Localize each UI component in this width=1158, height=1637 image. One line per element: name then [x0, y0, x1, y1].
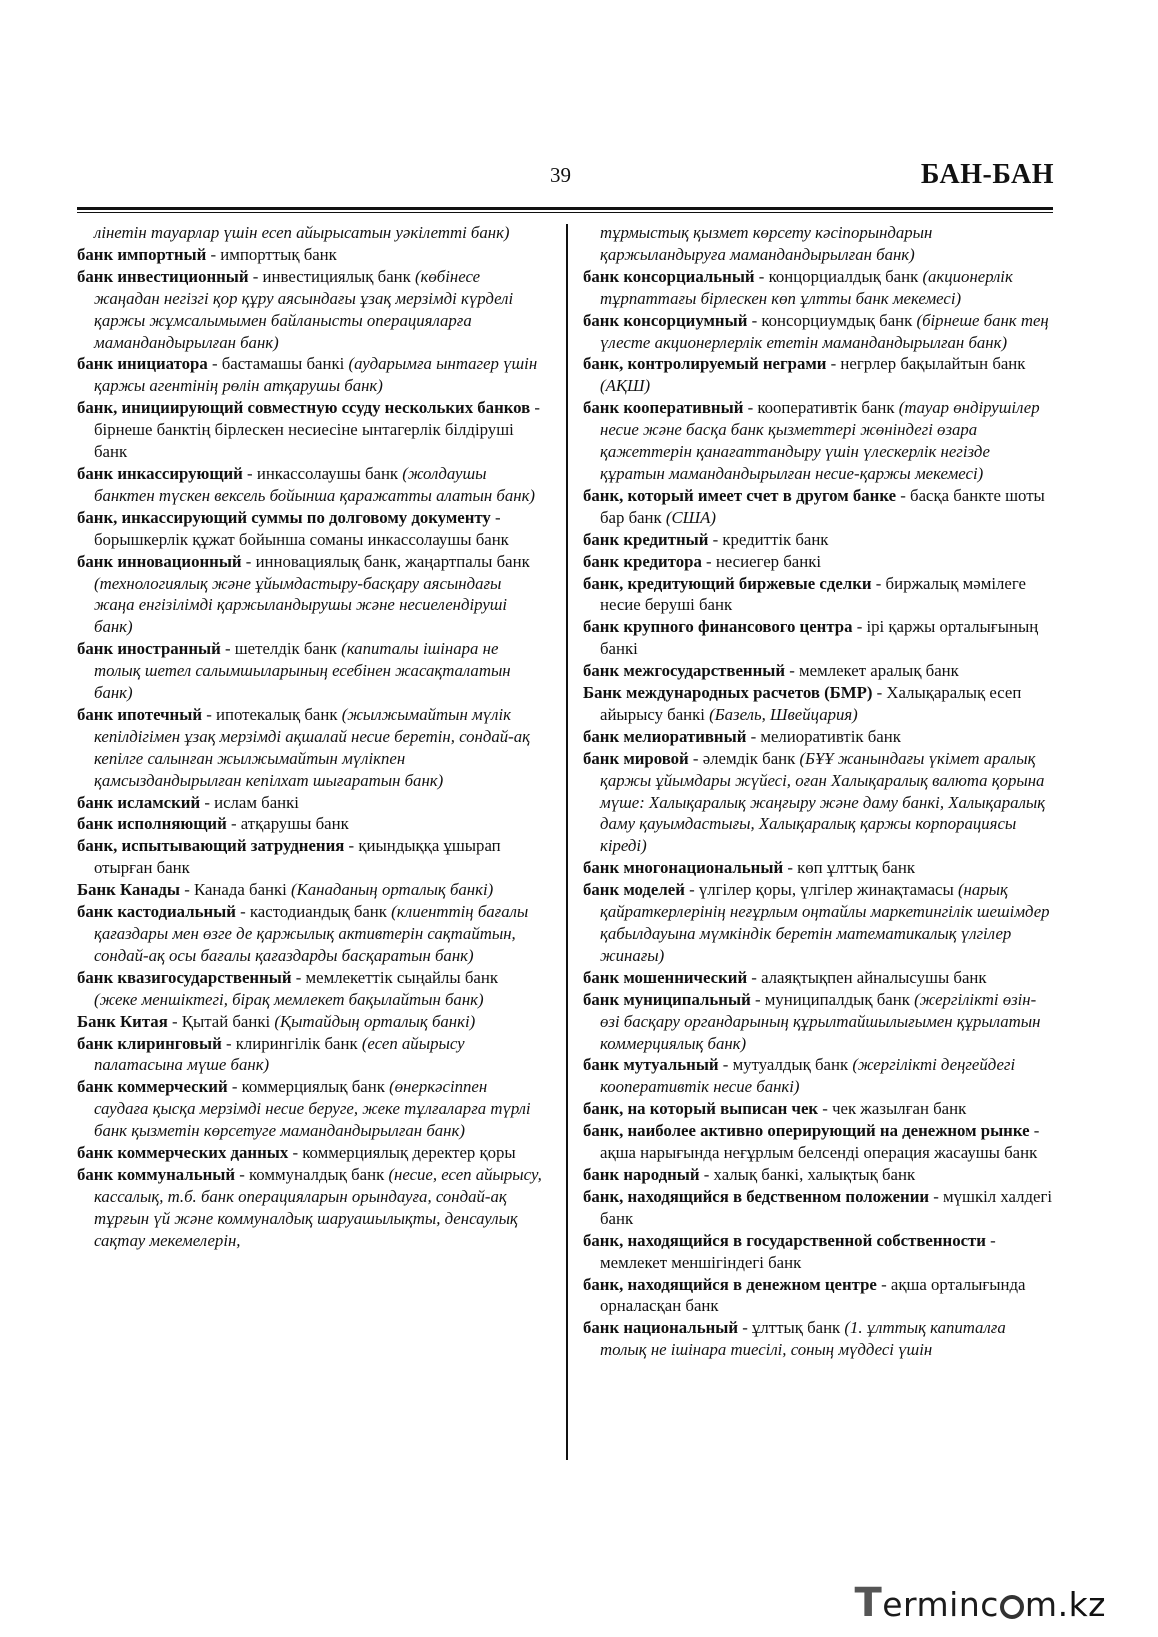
- entry-explanation: тұрмыстық қызмет көрсету кәсіпорындарын қаржыландыруға мамандандырылған банк): [600, 223, 933, 264]
- dictionary-entry: [583, 682, 1053, 726]
- entry-translation: - ұлттық банк: [738, 1318, 845, 1338]
- left-column: [77, 222, 545, 1252]
- dictionary-entry: [77, 266, 545, 354]
- entry-headword: банк, инициирующий совместную ссуду нескольких банков: [77, 398, 531, 418]
- entry-headword: банк народный: [583, 1164, 700, 1184]
- logo-o-icon: [1000, 1595, 1024, 1619]
- header-rule-thin: [77, 212, 1053, 213]
- dictionary-entry: [77, 463, 545, 507]
- dictionary-entry: [77, 1011, 545, 1033]
- dictionary-entry: [77, 813, 545, 835]
- entry-headword: банк кредитора: [583, 551, 702, 571]
- entry-explanation: (бірнеше банк тең үлесте акционерлерлік ететін мамандандырылған банк): [600, 310, 1049, 352]
- dictionary-entry: [77, 879, 545, 901]
- entry-headword: банк мелиоративный: [583, 726, 747, 746]
- entry-headword: банк крупного финансового центра: [583, 617, 853, 637]
- entry-translation: - мелиоративтік банк: [746, 726, 901, 746]
- entry-translation: - инвестициялық банк: [248, 266, 415, 286]
- dictionary-entry: [583, 551, 1053, 573]
- dictionary-entry: [77, 704, 545, 792]
- logo-text-2: m: [1024, 1585, 1058, 1624]
- entry-translation: - бастамашы банкі: [207, 354, 349, 374]
- page-number: 39: [550, 163, 571, 187]
- entry-headword: банк мутуальный: [583, 1055, 719, 1075]
- entry-explanation: (жергілікті өзін-өзі басқару органдарының құрылтайшылығымен құрылатын коммерциялық банк): [600, 989, 1041, 1053]
- entry-headword: банк, контролируемый неграми: [583, 354, 827, 374]
- logo-text-1: erminc: [882, 1585, 999, 1624]
- entry-explanation: (аударымға ынтагер үшін қаржы агентінің рөлін атқарушы банк): [94, 354, 538, 396]
- dictionary-entry: [583, 989, 1053, 1055]
- entry-explanation: (Қытайдың орталық банкі): [274, 1011, 476, 1031]
- terminkom-logo: [854, 1580, 1106, 1626]
- entry-translation: - коммерциялық банк: [227, 1077, 390, 1097]
- dictionary-entry: [583, 1230, 1053, 1274]
- entry-translation: - қиындыққа ұшырап отырған банк: [94, 836, 501, 878]
- entry-headword: банк коммунальный: [77, 1164, 236, 1184]
- entry-translation: - ақша орталығында орналасқан банк: [600, 1274, 1026, 1316]
- entry-translation: - Канада банкі: [180, 880, 292, 900]
- entry-translation: - кастодиандық банк: [235, 902, 392, 922]
- entry-explanation: (1. ұлттық капиталға толық не ішінара тиесілі, соның мүддесі үшін: [600, 1318, 1006, 1360]
- entry-headword: банк консорциумный: [583, 310, 748, 330]
- entry-explanation: (несие, есеп айырысу, кассалық, т.б. банк операцияларын орындауға, сондай-ақ тұрғын үй және коммуналдық шаруашылықты, денсаулық сақтау мекемелерін,: [94, 1164, 542, 1250]
- logo-tld: .kz: [1057, 1585, 1106, 1624]
- entry-headword: банк муниципальный: [583, 989, 751, 1009]
- entry-headword: банк инновационный: [77, 551, 242, 571]
- dictionary-entry: [583, 857, 1053, 879]
- running-head: БАН-БАН: [920, 159, 1054, 190]
- entry-translation: - мутуалдық банк: [718, 1055, 853, 1075]
- dictionary-entry: [77, 551, 545, 639]
- entry-headword: Банк международных расчетов (БМР): [583, 683, 873, 703]
- entry-headword: банк, на который выписан чек: [583, 1099, 819, 1119]
- entry-explanation: (нарық қайраткерлерінің неғұрлым оңтайлы маркетингілік шешімдер қабылдауына мүмкіндік беретін математикалық үлгілер жинағы): [600, 880, 1050, 965]
- entry-headword: банк коммерческий: [77, 1077, 228, 1097]
- entry-headword: банк, инкассирующий суммы по долговому документу: [77, 507, 491, 527]
- entry-translation: - Халықаралық есеп айырысу банкі: [600, 683, 1022, 724]
- entry-translation: - мүшкіл халдегі банк: [600, 1186, 1052, 1228]
- entry-headword: банк многонациональный: [583, 858, 784, 878]
- dictionary-entry: [583, 660, 1053, 682]
- entry-translation: - биржалық мәмілеге несие беруші банк: [600, 573, 1026, 615]
- entry-headword: банк кооперативный: [583, 398, 744, 418]
- entry-headword: банк инкассирующий: [77, 463, 243, 483]
- logo-t-letter: T: [854, 1580, 883, 1626]
- dictionary-entry: [583, 879, 1053, 967]
- dictionary-entry: [583, 748, 1053, 858]
- dictionary-entry: [583, 573, 1053, 617]
- entry-headword: банк мировой: [583, 748, 689, 768]
- entry-headword: банк кредитный: [583, 529, 709, 549]
- entry-headword: банк импортный: [77, 244, 207, 264]
- entry-translation: - кредиттік банк: [708, 529, 829, 549]
- entry-headword: банк национальный: [583, 1318, 739, 1338]
- dictionary-entry: [583, 397, 1053, 485]
- entry-translation: - муниципалдық банк: [750, 989, 915, 1009]
- entry-translation: - ақша нарығында неғұрлым белсенді операция жасаушы банк: [600, 1121, 1040, 1163]
- entry-translation: - инновациялық банк, жаңартпалы банк: [241, 551, 530, 571]
- dictionary-entry: [583, 529, 1053, 551]
- entry-headword: банк, испытывающий затруднения: [77, 836, 345, 856]
- dictionary-entry: [77, 507, 545, 551]
- entry-headword: банк, который имеет счет в другом банке: [583, 485, 897, 505]
- right-column: [583, 222, 1053, 1361]
- entry-headword: банк консорциальный: [583, 266, 755, 286]
- entry-headword: банк, находящийся в денежном центре: [583, 1274, 877, 1294]
- entry-headword: банк мошеннический: [583, 967, 748, 987]
- dictionary-entry: [583, 310, 1053, 354]
- entry-translation: - чек жазылған банк: [818, 1099, 967, 1119]
- dictionary-entry: [583, 485, 1053, 529]
- entry-explanation: (өнеркәсіппен саудаға қысқа мерзімді несие беруге, жеке тұлғаларға түрлі банк қызметін көрсетуге мамандандырылған банк): [94, 1077, 531, 1141]
- dictionary-entry: [77, 1142, 545, 1164]
- entry-translation: - борышкерлік құжат бойынша соманы инкассолаушы банк: [94, 507, 509, 549]
- entry-headword: банк коммерческих данных: [77, 1143, 289, 1163]
- entry-explanation: (жылжымайтын мүлік кепілдігімен ұзақ мерзімді ақшалай несие беретін, сондай-ақ кепілге салынған жылжымайтын мүлікпен қамсыздандырылған кепілхат шығаратын банк): [94, 704, 530, 790]
- entry-translation: - импорттық банк: [206, 244, 337, 264]
- entry-explanation: (БҰҰ жанындағы үкімет аралық қаржы ұйымдары жүйесі, оған Халықаралық валюта қорына мүше: Халықаралық жаңғыру және даму банкі, Халықаралық даму қауымдастығы, Халықаралық қаржы корпорациясы кіреді): [600, 748, 1046, 856]
- entry-headword: банк, наиболее активно оперирующий на денежном рынке: [583, 1121, 1030, 1141]
- entry-translation: - мемлекет меншігіндегі банк: [600, 1230, 996, 1272]
- dictionary-entry: [583, 616, 1053, 660]
- entry-headword: банк, находящийся в государственной собственности: [583, 1230, 986, 1250]
- dictionary-entry: [583, 967, 1053, 989]
- entry-translation: - консорциумдық банк: [747, 310, 917, 330]
- dictionary-entry: [77, 792, 545, 814]
- entry-translation: - инкассолаушы банк: [242, 463, 403, 483]
- dictionary-entry: [583, 1274, 1053, 1318]
- entry-translation: - мемлекет аралық банк: [785, 661, 959, 681]
- dictionary-entry: [583, 1164, 1053, 1186]
- entry-translation: - халық банкі, халықтық банк: [699, 1164, 916, 1184]
- entry-headword: банк иностранный: [77, 639, 221, 659]
- entry-explanation: (акционерлік тұрпаттағы бірлескен көп ұлтты банк мекемесі): [600, 266, 1013, 308]
- entry-headword: банк квазигосударственный: [77, 967, 292, 987]
- dictionary-entry: [583, 1054, 1053, 1098]
- entry-translation: - әлемдік банк: [688, 748, 800, 768]
- entry-translation: - клирингілік банк: [221, 1033, 362, 1053]
- entry-continuation: [77, 222, 545, 244]
- entry-translation: - коммуналдық банк: [235, 1164, 389, 1184]
- dictionary-entry: [583, 726, 1053, 748]
- entry-headword: банк исламский: [77, 792, 201, 812]
- entry-explanation: (США): [665, 507, 717, 527]
- entry-explanation: (капиталы ішінара не толық шетел салымшыларының есебінен жасақталатын банк): [94, 639, 511, 703]
- dictionary-entry: [77, 353, 545, 397]
- entry-translation: - несиегер банкі: [701, 551, 822, 571]
- entry-headword: банк клиринговый: [77, 1033, 222, 1053]
- dictionary-entry: [77, 967, 545, 1011]
- dictionary-entry: [77, 1076, 545, 1142]
- entry-headword: банк, кредитующий биржевые сделки: [583, 573, 872, 593]
- entry-translation: - ислам банкі: [200, 792, 299, 812]
- entry-explanation: (Канаданың орталық банкі): [291, 880, 494, 900]
- entry-headword: банк ипотечный: [77, 704, 202, 724]
- entry-translation: - шетелдік банк: [220, 639, 342, 659]
- entry-translation: - концорциалдық банк: [754, 266, 923, 286]
- entry-translation: - коммерциялық деректер қоры: [288, 1143, 516, 1163]
- entry-headword: банк межгосударственный: [583, 661, 786, 681]
- entry-headword: банк исполняющий: [77, 814, 227, 834]
- entry-headword: банк инициатора: [77, 354, 208, 374]
- dictionary-entry: [77, 244, 545, 266]
- entry-translation: - басқа банкте шоты бар банк: [600, 485, 1045, 527]
- entry-translation: - үлгілер қоры, үлгілер жинақтамасы: [684, 880, 958, 900]
- dictionary-entry: [583, 1186, 1053, 1230]
- entry-explanation: (клиенттің бағалы қағаздары мен өзге де қаржылық активтерін сақтайтын, сондай-ақ осы бағалы қағаздарды басқаратын банк): [94, 902, 529, 965]
- entry-translation: - ірі қаржы орталығының банкі: [600, 617, 1039, 659]
- entry-translation: - негрлер бақылайтын банк: [826, 354, 1026, 374]
- entry-explanation: (тауар өндірушілер несие және басқа банк қызметтері жөніндегі өзара қажеттерін қанағаттандыру үшін үлескерлік негізде құратын мамандандырылған несие-қаржы мекемесі): [600, 398, 1040, 483]
- entry-explanation: (жергілікті деңгейдегі кооперативтік несие банкі): [600, 1055, 1016, 1097]
- entry-explanation: (көбінесе жаңадан негізгі қор құру аясындағы ұзақ мерзімді күрделі қаржы жұмсалымымен байланысты операцияларға мамандандырылған банк): [94, 266, 514, 352]
- column-divider: [566, 224, 568, 1460]
- entry-translation: - ипотекалық банк: [202, 704, 342, 724]
- dictionary-entry: [77, 901, 545, 967]
- entry-translation: - мемлекеттік сыңайлы банк: [291, 967, 498, 987]
- dictionary-entry: [583, 1317, 1053, 1361]
- entry-translation: - көп ұлттық банк: [783, 858, 915, 878]
- entry-explanation: (есеп айырысу палатасына мүше банк): [94, 1033, 465, 1075]
- entry-explanation: (Базель, Швейцария): [709, 704, 858, 724]
- entry-translation: - алаяқтықпен айналысушы банк: [747, 967, 987, 987]
- dictionary-entry: [77, 638, 545, 704]
- entry-headword: банк инвестиционный: [77, 266, 249, 286]
- dictionary-entry: [77, 397, 545, 463]
- dictionary-entry: [583, 266, 1053, 310]
- dictionary-entry: [583, 1120, 1053, 1164]
- entry-explanation: (АҚШ): [600, 376, 651, 396]
- dictionary-entry: [77, 1164, 545, 1252]
- dictionary-entry: [583, 1098, 1053, 1120]
- entry-headword: Банк Канады: [77, 880, 181, 900]
- dictionary-entry: [583, 353, 1053, 397]
- entry-explanation: (жеке меншіктегі, бірақ мемлекет бақылайтын банк): [94, 989, 484, 1009]
- entry-translation: - атқарушы банк: [226, 814, 349, 834]
- entry-translation: - Қытай банкі: [167, 1011, 275, 1031]
- entry-headword: банк моделей: [583, 880, 685, 900]
- entry-explanation: (жолдаушы банктен түскен вексель бойынша қаражатты алатын банк): [94, 463, 536, 505]
- entry-headword: банк, находящийся в бедственном положении: [583, 1186, 930, 1206]
- entry-translation: - кооперативтік банк: [743, 398, 899, 418]
- entry-explanation: (технологиялық және ұйымдастыру-басқару аясындағы жаңа енгізілімді қаржыландырушы және несиелендіруші банк): [94, 573, 508, 637]
- entry-explanation: лінетін тауарлар үшін есеп айырысатын уәкілетті банк): [94, 223, 510, 242]
- header-rule-thick: [77, 207, 1053, 210]
- dictionary-entry: [77, 1033, 545, 1077]
- entry-headword: Банк Китая: [77, 1011, 168, 1031]
- entry-continuation: [583, 222, 1053, 266]
- entry-headword: банк кастодиальный: [77, 902, 236, 922]
- dictionary-entry: [77, 835, 545, 879]
- entry-translation: - бірнеше банктің бірлескен несиесіне ынтагерлік білдіруші банк: [94, 398, 541, 462]
